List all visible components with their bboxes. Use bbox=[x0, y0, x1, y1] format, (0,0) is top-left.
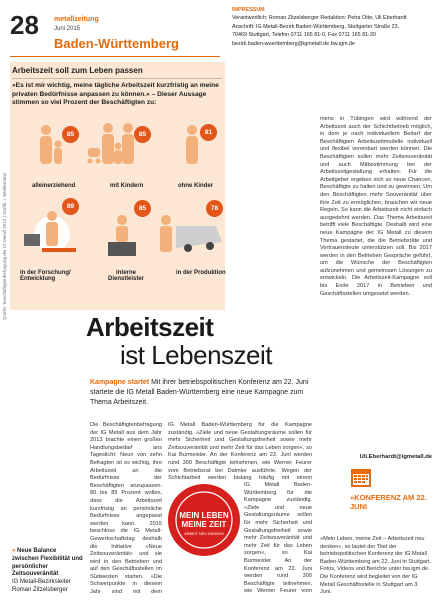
production-worker-figure bbox=[160, 215, 222, 252]
researcher-figure bbox=[24, 211, 76, 252]
people-figures-row-1 bbox=[22, 118, 222, 182]
headline-line-2: ist Lebenszeit bbox=[120, 340, 272, 370]
kicker: Kampagne startet bbox=[90, 379, 150, 386]
group-label: ohne Kinder bbox=[178, 183, 214, 189]
article-right-column: mens in Tübingen wird während der Arbeitszeit auch der Schichtbetrieb möglich, in dem je nach individuellem Bedarf der Beschäftigten Arbeitszeitmodelle individuell und flexibel vereinbart werden können. Die Beschäftigten sollen mehr Zeitsouveränität und auch Mitbestimmung bei der Arbeitszeitgestaltung erhalten. Für die Arbeitgeber ergeben sich so neue Chancen, Beschäftigte zu halten und zu gewinnen. Um den Beschäftigten mehr Souveränität über ihre Zeit zu ermöglichen, brauchen wir neue Regeln. So kann die Arbeitszeit nicht einfach ausgedehnt werden. Das Thema Arbeitszeit betrifft viele Beschäftigte. Deshalb wird eine neue Kampagne der IG Metall zu diesem Thema gestartet, die die Betriebsräte und Vertrauensleute unterstützen soll. Bis 2017 werden in den Betrieben Gespräche geführt, um die Wünsche der Beschäftigten aufzunehmen und gemeinsam Lösungen zu entwickeln. Die Arbeitszeit-Kampagne soll bis Ende 2017 in Betrieben und Geschäftsstellen umgesetzt werden. bbox=[320, 116, 432, 297]
stamp-line-2: MEINE ZEIT bbox=[181, 520, 227, 529]
campaign-logo bbox=[168, 484, 240, 556]
stamp-line-1: MEIN LEBEN bbox=[179, 511, 229, 520]
group-label: in der Produktion bbox=[176, 270, 226, 276]
calendar-icon bbox=[350, 466, 372, 488]
percent-badge: 78 bbox=[206, 200, 223, 217]
arrow-icon: » bbox=[12, 548, 16, 554]
group-label: mit Kindern bbox=[110, 183, 144, 189]
group-label: interne Dienstleister bbox=[107, 270, 144, 282]
work-figures-row-2 bbox=[16, 198, 222, 268]
article-column-2-bottom: IG Metall Baden-Württemberg für die Kampagne zuständig. »Ziele und neue Gestaltungsräume sollen für mehr Sicherheit und Gestaltungsfreiheit sowie mehr Zeitsouveränität und mehr Zeit für das Leben sorgen«, so Kai Burmeister. An der Konferenz am 22. Juni werden rund 300 Beschäftigte teilnehmen, wie Werner Feurer vom bbox=[244, 482, 312, 594]
conference-box bbox=[350, 466, 432, 526]
article-column-2-top: IG Metall Baden-Württemberg für die Kampagne zuständig. »Ziele und neue Gestaltungsräume sollen für mehr Sicherheit und Gestaltungsfreiheit sowie mehr Zeitsouveränität und mehr Zeit für das Leben sorgen«, so Kai Burmeister. An der Konferenz am 22. Juni werden rund 300 Beschäftigte teilnehmen, wie Werner Feurer vom Betriebsrat bei Daimler ausführte. Wegen der Schichtarbeit werden bislang häufig mit einem bbox=[168, 422, 312, 480]
percent-badge: 81 bbox=[200, 124, 217, 141]
group-label: in der Forschung/ Entwicklung bbox=[20, 270, 71, 282]
percent-badge: 85 bbox=[134, 126, 151, 143]
campaign-stamp-graphic bbox=[168, 484, 240, 556]
single-parent-figure bbox=[40, 125, 62, 164]
conference-text: »Mein Leben, meine Zeit – Arbeitszeit neu denken«, so lautet der Titel der betriebspolitischen Konferenz der IG Metall Baden-Württemberg am 22. Juni in Stuttgart. Fotos, Videos und Berichte unter bw.igm.de. Die Konferenz wird begleitet von der IG Metall Geschäftsstelle in Stuttgart am 3. Juni. bbox=[320, 536, 431, 596]
author-email: Uli.Eberhardt@igmetall.de bbox=[359, 454, 432, 460]
percent-badge: 89 bbox=[62, 198, 79, 215]
single-person-figure bbox=[186, 125, 198, 164]
stamp-line-3: ARBEIT NEU DENKEN bbox=[184, 532, 224, 536]
impressum-line: Verantwortlich: Roman Zitzelsberger Redaktion: Petra Otte, Uli Eberhardt bbox=[232, 15, 407, 22]
magazine-name: metallzeitung bbox=[54, 16, 99, 23]
infographic-credit: Quelle: Beschäftigtenbefragung der IG Metall 2013 | Grafik: I. Weidemann bbox=[2, 172, 7, 320]
impressum-line: Anschrift: IG Metall-Bezirk Baden-Württemberg, Stuttgarter Straße 23, bbox=[232, 23, 400, 30]
infographic-intro: »Es ist mir wichtig, meine tägliche Arbeitszeit kurzfristig an meine privaten Bedürfnisse anpassen zu können.« – Dieser Aussage stimmen so viel Prozent der Beschäftigten zu: bbox=[12, 82, 219, 107]
sidebar-heading: Neue Balance zwischen Flexibilität und persönlicher Zeitsouveränität bbox=[12, 548, 83, 578]
issue-date: Juni 2015 bbox=[54, 26, 81, 32]
impressum-title: IMPRESSUM bbox=[232, 7, 265, 13]
percent-badge: 85 bbox=[62, 126, 79, 143]
impressum-line: bezirk.baden-wuerttemberg@igmetall.de bw.igm.de bbox=[232, 40, 355, 47]
conference-title: »KONFERENZ AM 22. JUNI bbox=[350, 493, 427, 511]
group-label: alleinerziehend bbox=[32, 183, 76, 189]
impressum bbox=[232, 6, 432, 48]
page-number: 28 bbox=[10, 10, 39, 40]
article-column-1: Die Beschäftigtenbefragung der IG Metall aus dem Jahr 2013 brachte einen großen Handlungsbedarf ans Tageslicht: Neun von zehn Befragten ist es wichtig, ihre Arbeitszeit an die Bedürfnisse der Beschäftigten anzupassen. 80 bis 89 Prozent wollen, dass die Arbeitszeit kurzfristig an persönliche Bedürfnisse angepasst werden kann. 2015 beschloss die IG Metall-Gewerkschaftstag deshalb die Initiative »Neue Zeitsouveränität« und sie wird in den Betrieben und auf den Geschäftsstellen im Südwesten starten. »Die Schwerpunkte in diesem Jahr sind mit dem bbox=[90, 422, 162, 594]
service-worker-figure bbox=[108, 215, 136, 256]
header-rule bbox=[10, 56, 220, 57]
sidebar-byline: IG Metall-Bezirksleiter Roman Zitzelsberger bbox=[12, 579, 71, 593]
region-title: Baden-Württemberg bbox=[54, 36, 179, 51]
lead-paragraph bbox=[90, 378, 322, 408]
family-figure bbox=[88, 123, 135, 164]
headline-line-1: Arbeitszeit bbox=[86, 312, 214, 342]
impressum-line: 70469 Stuttgart, Telefon 0711 165 81-0, Fax 0711 165 81-30 bbox=[232, 32, 376, 39]
percent-badge: 85 bbox=[134, 200, 151, 217]
infographic-rule bbox=[12, 78, 222, 79]
arrow-icon: » bbox=[350, 493, 355, 502]
infographic-title: Arbeitszeit soll zum Leben passen bbox=[12, 66, 143, 75]
sidebar-promo bbox=[12, 548, 84, 595]
lead-text: Mit ihrer betriebspolitischen Konferenz am 22. Juni startete die IG Metall Baden-Württemberg eine neue Kampagne zum Thema Arbeitszeit. bbox=[90, 379, 309, 406]
